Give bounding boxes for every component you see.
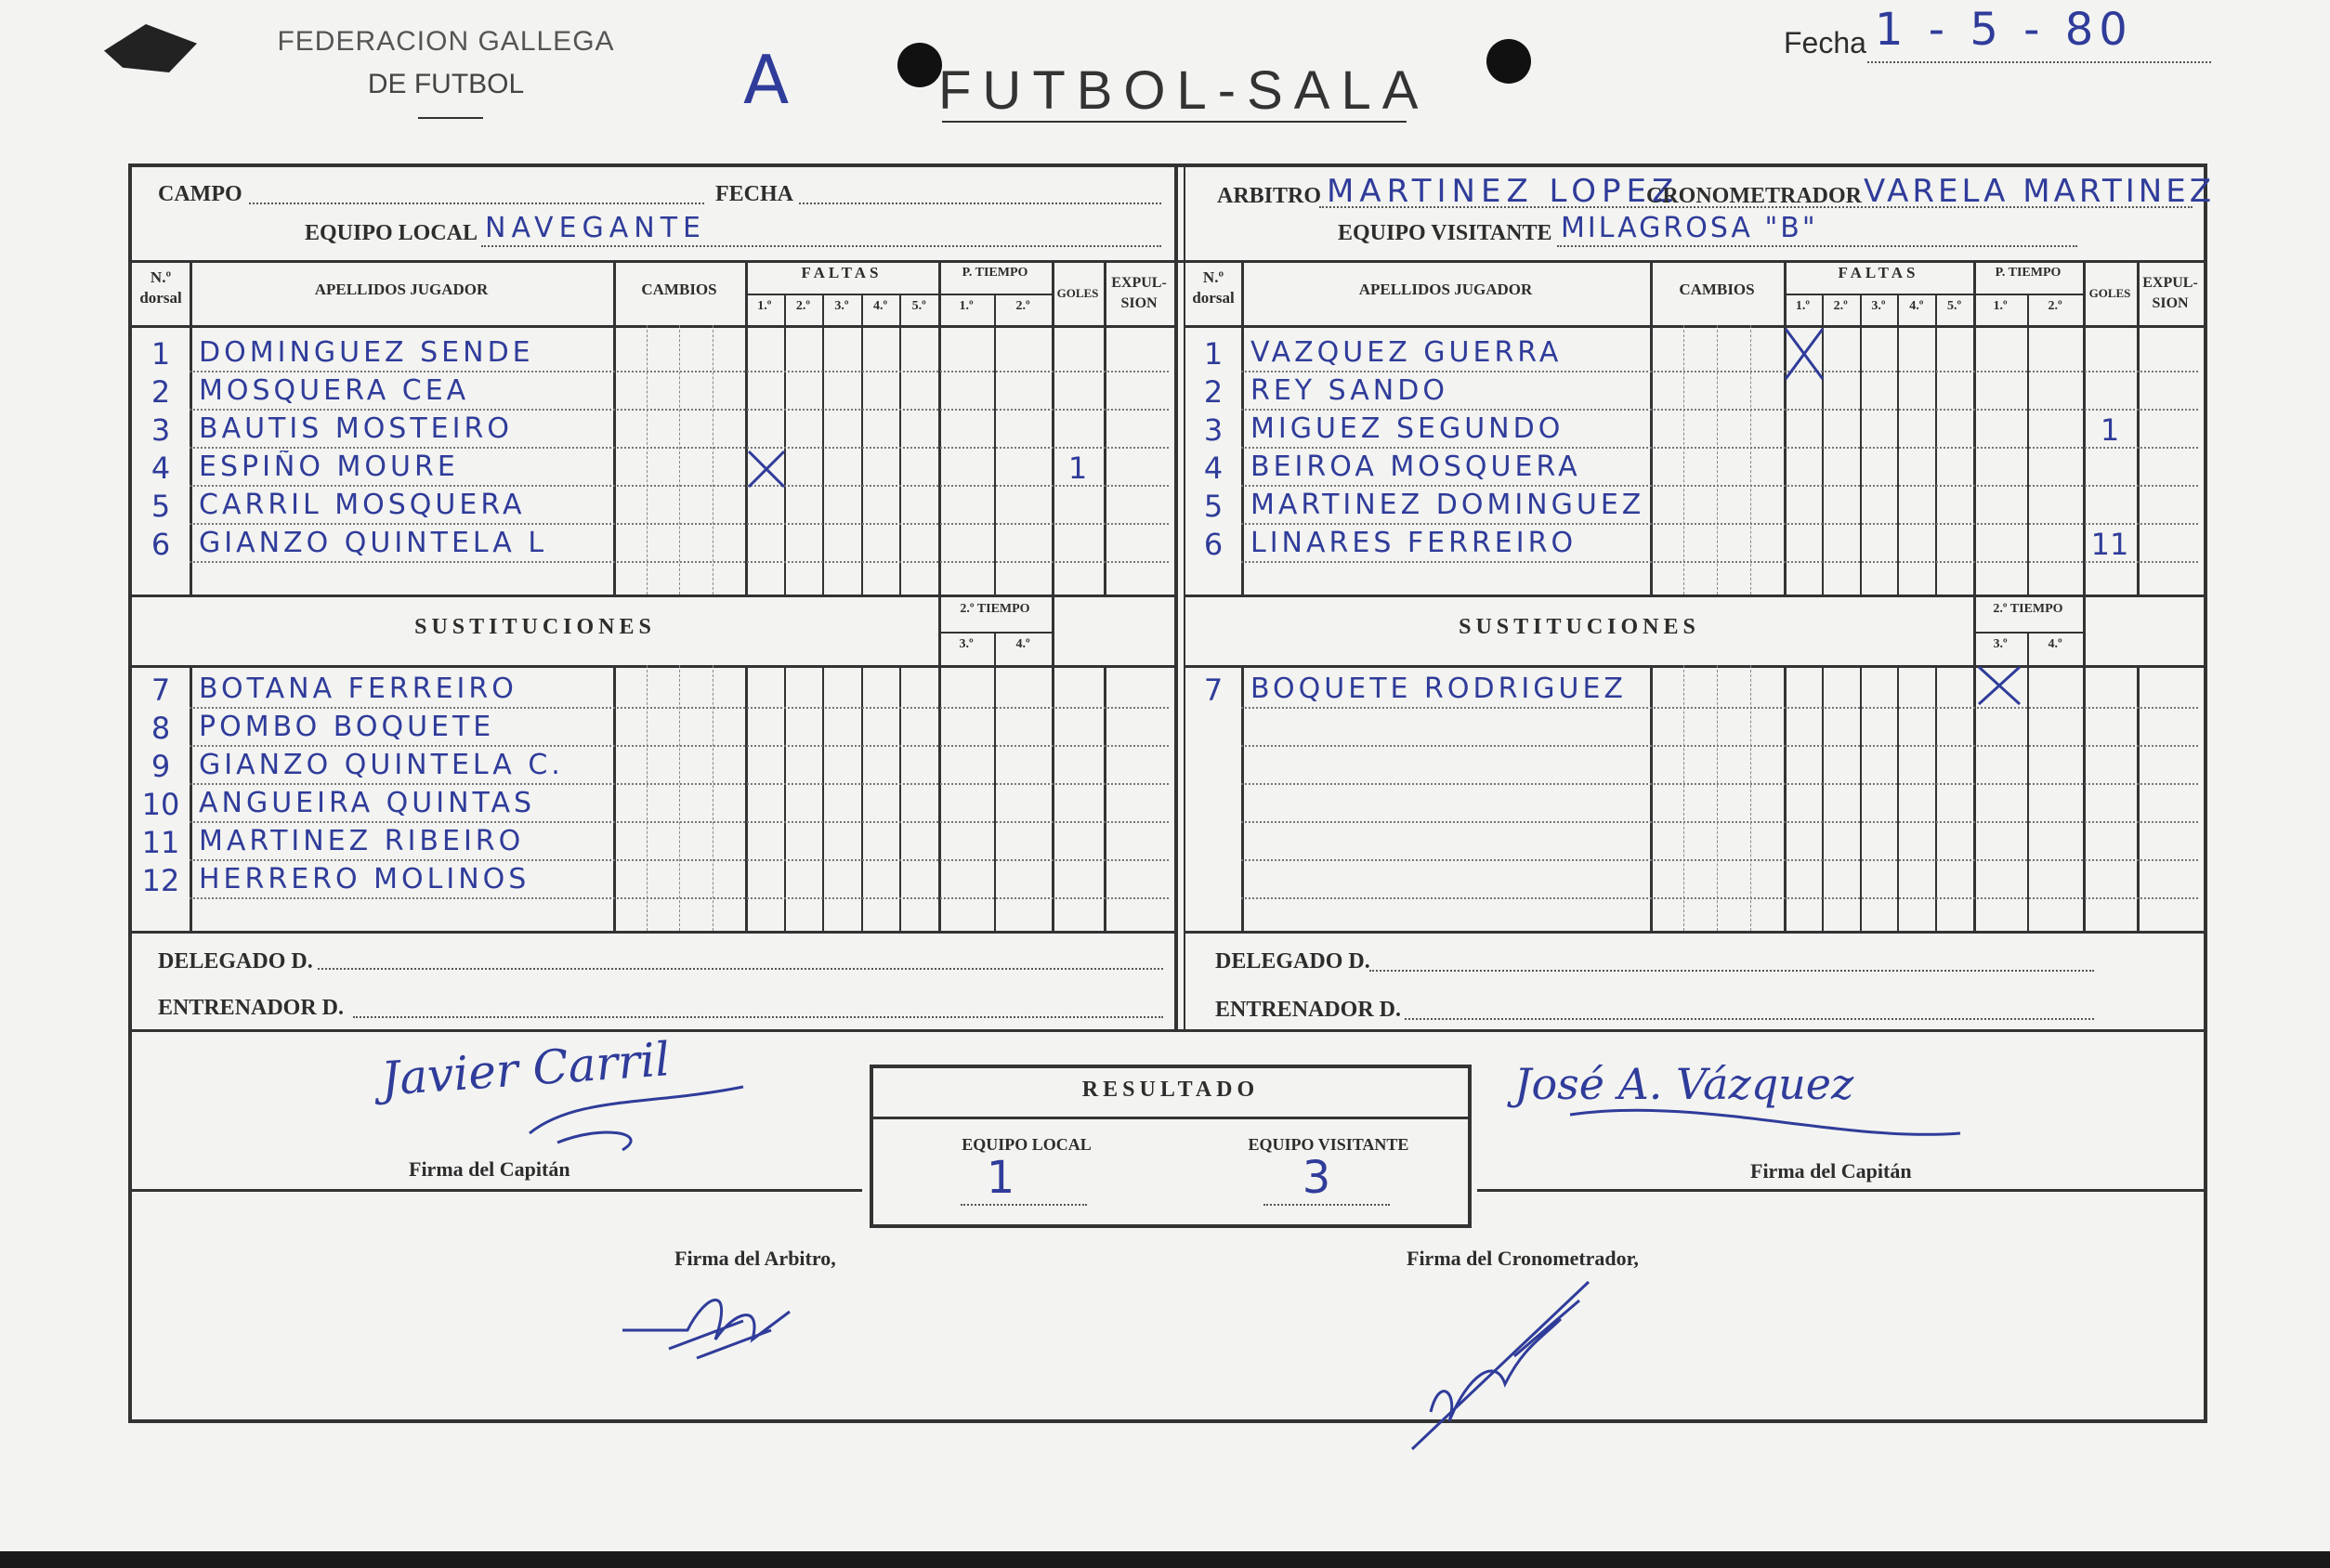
visit-row-rule bbox=[1241, 485, 2198, 487]
visit-hdr-expulsion: EXPUL-SION bbox=[2142, 275, 2198, 311]
visit-score-line bbox=[1263, 1204, 1390, 1206]
punch-hole-right bbox=[1486, 39, 1531, 84]
local-player-number: 3 bbox=[151, 412, 171, 448]
visit-cambio-rule bbox=[1750, 665, 1751, 931]
local-cambio-rule bbox=[679, 665, 680, 931]
resultado-label: RESULTADO bbox=[1081, 1078, 1260, 1102]
local-score: 1 bbox=[986, 1152, 1021, 1204]
local-player-name: BAUTIS MOSTEIRO bbox=[199, 412, 513, 445]
local-hdr-falta-n: 2.º bbox=[795, 299, 810, 313]
visit-row-rule bbox=[1241, 409, 2198, 411]
local-row-rule bbox=[190, 447, 1169, 449]
local-falta-rule bbox=[861, 665, 863, 931]
local-player-number: 4 bbox=[151, 451, 171, 486]
visit-pt-rule bbox=[2027, 665, 2029, 931]
local-player-number: 9 bbox=[151, 749, 171, 784]
visit-delegado-line bbox=[1369, 970, 2094, 972]
visit-delegado-label: DELEGADO D. bbox=[1215, 949, 1370, 973]
visit-hdr-falta-n: 2.º bbox=[1833, 299, 1848, 313]
local-sub-col-rule bbox=[938, 665, 941, 931]
visit-score: 3 bbox=[1302, 1152, 1337, 1204]
visit-col-rule bbox=[1241, 260, 1244, 595]
local-hdr-expulsion: EXPUL-SION bbox=[1111, 275, 1167, 311]
visit-sub-col-rule bbox=[1650, 665, 1653, 931]
visit-hdr-dorsal: N.º dorsal bbox=[1192, 268, 1235, 307]
local-player-number: 7 bbox=[151, 673, 171, 708]
local-faltas-hdr-rule bbox=[745, 294, 1052, 295]
visit-player-number: 3 bbox=[1203, 412, 1224, 448]
local-player-goals: 1 bbox=[1067, 451, 1088, 486]
local-team-label: EQUIPO LOCAL bbox=[305, 221, 478, 245]
local-falta-rule bbox=[899, 294, 901, 595]
resultado-local-label: EQUIPO LOCAL bbox=[962, 1135, 1092, 1154]
visit-sub-bottom-rule bbox=[1185, 931, 2204, 934]
group-letter: A bbox=[743, 41, 795, 119]
local-player-number: 6 bbox=[151, 527, 171, 562]
local-hdr-falta-n: 1.º bbox=[757, 299, 772, 313]
visit-faltas-hdr-rule bbox=[1784, 294, 2083, 295]
date-value: 1 - 5 - 80 bbox=[1875, 4, 2133, 56]
arbitro-value: MARTINEZ LOPEZ bbox=[1327, 173, 1680, 210]
visit-player-name: BEIROA MOSQUERA bbox=[1250, 451, 1581, 483]
local-hdr-segundo: 2.º TIEMPO bbox=[960, 602, 1030, 616]
local-hdr-faltas: FALTAS bbox=[801, 264, 883, 281]
visit-sub-hdr-bottom-rule bbox=[1185, 665, 2204, 668]
visit-player-number: 6 bbox=[1203, 527, 1224, 562]
visit-row-rule bbox=[1241, 523, 2198, 525]
visit-hdr-apellidos: APELLIDOS JUGADOR bbox=[1358, 281, 1533, 298]
visit-team-value: MILAGROSA "B" bbox=[1561, 212, 1818, 244]
local-col-rule bbox=[190, 260, 192, 595]
local-captain-caption: Firma del Capitán bbox=[409, 1157, 570, 1181]
local-sub-col-rule bbox=[745, 665, 748, 931]
visit-sub-hdr-rule bbox=[2083, 595, 2086, 665]
visit-sub-col-rule bbox=[1784, 665, 1787, 931]
visit-row-rule bbox=[1241, 371, 2198, 372]
local-player-number: 10 bbox=[141, 787, 180, 822]
date-label: Fecha bbox=[1784, 26, 1866, 59]
visit-col-rule bbox=[2083, 260, 2086, 595]
local-player-number: 8 bbox=[151, 711, 171, 746]
visit-falta-rule bbox=[1860, 665, 1862, 931]
page-title: FUTBOL-SALA bbox=[938, 60, 1430, 121]
visit-hdr-sustituciones: SUSTITUCIONES bbox=[1459, 615, 1700, 639]
visit-player-name: REY SANDO bbox=[1250, 374, 1448, 407]
local-hdr-ptiempo: P. TIEMPO bbox=[962, 266, 1028, 280]
local-player-name: CARRIL MOSQUERA bbox=[199, 489, 526, 521]
crono-signature bbox=[1403, 1263, 1607, 1458]
local-sub-col-rule bbox=[190, 665, 192, 931]
local-sub-pt-hdr-rule bbox=[938, 632, 1052, 634]
local-row-rule bbox=[190, 821, 1169, 823]
visit-falta-rule bbox=[1897, 294, 1899, 595]
local-foul-mark bbox=[747, 450, 786, 489]
resultado-visit-label: EQUIPO VISITANTE bbox=[1248, 1135, 1409, 1154]
local-entrenador-label: ENTRENADOR D. bbox=[158, 996, 345, 1020]
visit-row-rule bbox=[1241, 447, 2198, 449]
visit-player-goals: 11 bbox=[2090, 527, 2129, 562]
local-pt-rule bbox=[994, 665, 996, 931]
header-bottom-rule bbox=[128, 260, 2207, 263]
visit-falta-rule bbox=[1897, 665, 1899, 931]
local-sub-hdr-rule bbox=[1052, 595, 1054, 665]
local-falta-rule bbox=[822, 294, 824, 595]
local-row-rule bbox=[190, 523, 1169, 525]
local-hdr-cambios: CAMBIOS bbox=[641, 281, 717, 298]
fecha-line bbox=[799, 203, 1161, 204]
visit-player-name: LINARES FERREIRO bbox=[1250, 527, 1577, 559]
arbitro-line bbox=[1319, 206, 2193, 208]
local-row-rule bbox=[190, 745, 1169, 747]
local-delegado-line bbox=[318, 968, 1163, 970]
local-player-name: ANGUEIRA QUINTAS bbox=[199, 787, 536, 819]
visit-captain-flourish bbox=[1561, 1087, 1970, 1143]
visit-hdr-rule bbox=[1185, 325, 2204, 328]
local-player-name: ESPIÑO MOURE bbox=[199, 451, 459, 483]
visit-main-bottom-rule bbox=[1185, 595, 2204, 597]
local-falta-rule bbox=[784, 294, 786, 595]
local-player-name: POMBO BOQUETE bbox=[199, 711, 495, 743]
visit-row-rule bbox=[1241, 783, 2198, 785]
visit-row-rule bbox=[1241, 897, 2198, 899]
visit-hdr-faltas: FALTAS bbox=[1838, 264, 1919, 281]
local-cambio-rule bbox=[647, 325, 648, 595]
local-hdr-dorsal: N.º dorsal bbox=[139, 268, 182, 307]
visit-player-number: 1 bbox=[1203, 336, 1224, 372]
crono-value: VARELA MARTINEZ bbox=[1864, 173, 2215, 210]
visit-cambio-rule bbox=[1683, 665, 1684, 931]
local-hdr-goles: GOLES bbox=[1056, 286, 1099, 300]
punch-hole-left bbox=[897, 43, 942, 87]
local-player-name: DOMINGUEZ SENDE bbox=[199, 336, 534, 369]
visit-cambio-rule bbox=[1717, 665, 1718, 931]
local-captain-flourish bbox=[520, 1068, 762, 1152]
local-hdr-rule bbox=[132, 325, 1174, 328]
local-row-rule bbox=[190, 897, 1169, 899]
visit-row-rule bbox=[1241, 707, 2198, 709]
federation-line2: DE FUTBOL bbox=[367, 69, 525, 99]
visit-hdr-seg-3: 3.º bbox=[1993, 637, 2008, 651]
local-delegado-label: DELEGADO D. bbox=[158, 949, 313, 973]
visit-hdr-falta-n: 5.º bbox=[1947, 299, 1962, 313]
local-player-name: MARTINEZ RIBEIRO bbox=[199, 825, 525, 857]
visit-row-rule bbox=[1241, 859, 2198, 861]
crono-label: CRONOMETRADOR bbox=[1646, 184, 1862, 208]
local-falta-rule bbox=[784, 665, 786, 931]
captain-rule-left bbox=[128, 1189, 862, 1192]
local-sub-bottom-rule bbox=[132, 931, 1174, 934]
visit-falta-rule bbox=[1822, 665, 1824, 931]
visit-foul-mark bbox=[1784, 327, 1825, 381]
visit-player-number: 2 bbox=[1203, 374, 1224, 410]
local-hdr-falta-n: 3.º bbox=[834, 299, 849, 313]
visit-hdr-falta-n: 1.º bbox=[1795, 299, 1810, 313]
arbitro-signature bbox=[613, 1265, 799, 1367]
visit-hdr-cambios: CAMBIOS bbox=[1679, 281, 1755, 298]
visit-col-rule bbox=[1650, 260, 1653, 595]
visit-falta-rule bbox=[1860, 294, 1862, 595]
local-captain-signature: Javier Carril bbox=[379, 1032, 672, 1106]
visit-hdr-falta-n: 3.º bbox=[1871, 299, 1886, 313]
local-player-name: GIANZO QUINTELA L bbox=[199, 527, 548, 559]
local-entrenador-line bbox=[353, 1016, 1163, 1018]
local-player-number: 5 bbox=[151, 489, 171, 524]
team-divider bbox=[1174, 163, 1178, 1031]
local-row-rule bbox=[190, 859, 1169, 861]
local-hdr-seg-3: 3.º bbox=[959, 637, 974, 651]
local-player-name: HERRERO MOLINOS bbox=[199, 863, 530, 895]
local-hdr-falta-n: 4.º bbox=[873, 299, 888, 313]
local-hdr-pt-2: 2.º bbox=[1015, 299, 1030, 313]
local-player-name: MOSQUERA CEA bbox=[199, 374, 470, 407]
campo-line bbox=[249, 203, 704, 204]
arbitro-signature-caption: Firma del Arbitro, bbox=[674, 1247, 836, 1270]
crono-signature-caption: Firma del Cronometrador, bbox=[1407, 1247, 1639, 1270]
staple-mark bbox=[104, 24, 197, 72]
local-player-name: GIANZO QUINTELA C. bbox=[199, 749, 564, 781]
visit-hdr-pt-1: 1.º bbox=[1993, 299, 2008, 313]
visit-player-name: MIGUEZ SEGUNDO bbox=[1250, 412, 1564, 445]
local-falta-rule bbox=[861, 294, 863, 595]
local-hdr-sustituciones: SUSTITUCIONES bbox=[414, 615, 656, 639]
visit-cambio-rule bbox=[1717, 325, 1718, 595]
visit-sub-col-rule bbox=[2137, 665, 2140, 931]
local-player-number: 1 bbox=[151, 336, 171, 372]
date-line bbox=[1867, 61, 2211, 63]
visit-sub-col-rule bbox=[2083, 665, 2086, 931]
local-player-number: 2 bbox=[151, 374, 171, 410]
local-hdr-falta-n: 5.º bbox=[911, 299, 926, 313]
visit-player-number: 7 bbox=[1203, 673, 1224, 708]
captain-rule-right bbox=[1477, 1189, 2207, 1192]
local-score-line bbox=[961, 1204, 1087, 1206]
visit-pt-rule bbox=[2027, 294, 2029, 595]
visit-hdr-seg-4: 4.º bbox=[2048, 637, 2062, 651]
visit-team-label: EQUIPO VISITANTE bbox=[1338, 221, 1552, 245]
visit-hdr-ptiempo: P. TIEMPO bbox=[1995, 266, 2062, 280]
visit-team-line bbox=[1557, 245, 2077, 247]
visit-row-rule bbox=[1241, 745, 2198, 747]
visit-cambio-rule bbox=[1683, 325, 1684, 595]
visit-player-name: VAZQUEZ GUERRA bbox=[1250, 336, 1563, 369]
local-cambio-rule bbox=[679, 325, 680, 595]
local-row-rule bbox=[190, 707, 1169, 709]
visit-sub-col-rule bbox=[1973, 665, 1976, 931]
visit-hdr-pt-2: 2.º bbox=[2048, 299, 2062, 313]
visit-player-goals: 1 bbox=[2100, 412, 2120, 448]
local-row-rule bbox=[190, 485, 1169, 487]
local-col-rule bbox=[1052, 260, 1054, 595]
visit-falta-rule bbox=[1935, 294, 1937, 595]
visit-captain-signature: José A. Vázquez bbox=[1514, 1059, 1854, 1109]
local-sub-col-rule bbox=[613, 665, 616, 931]
local-row-rule bbox=[190, 561, 1169, 563]
local-row-rule bbox=[190, 409, 1169, 411]
visit-captain-caption: Firma del Capitán bbox=[1750, 1159, 1912, 1183]
federation-underline bbox=[418, 117, 483, 119]
visit-cambio-rule bbox=[1750, 325, 1751, 595]
fecha-label: FECHA bbox=[715, 182, 793, 206]
visit-hdr-falta-n: 4.º bbox=[1909, 299, 1924, 313]
footer-top-rule bbox=[128, 1029, 2207, 1032]
campo-label: CAMPO bbox=[158, 182, 242, 206]
visit-falta-rule bbox=[1935, 665, 1937, 931]
local-team-line bbox=[481, 245, 1161, 247]
local-player-number: 12 bbox=[141, 863, 180, 898]
local-team-value: NAVEGANTE bbox=[485, 212, 707, 244]
visit-entrenador-line bbox=[1405, 1018, 2094, 1020]
visit-player-number: 5 bbox=[1203, 489, 1224, 524]
visit-hdr-goles: GOLES bbox=[2088, 286, 2131, 300]
resultado-rule bbox=[870, 1117, 1472, 1119]
federation-line1: FEDERACION GALLEGA bbox=[277, 26, 615, 57]
local-cambio-rule bbox=[647, 665, 648, 931]
local-main-bottom-rule bbox=[132, 595, 1174, 597]
local-row-rule bbox=[190, 783, 1169, 785]
arbitro-label: ARBITRO bbox=[1217, 184, 1322, 208]
local-hdr-seg-4: 4.º bbox=[1015, 637, 1030, 651]
visit-hdr-segundo: 2.º TIEMPO bbox=[1993, 602, 2063, 616]
visit-row-rule bbox=[1241, 821, 2198, 823]
local-falta-rule bbox=[899, 665, 901, 931]
local-pt-rule bbox=[994, 294, 996, 595]
visit-row-rule bbox=[1241, 561, 2198, 563]
visit-entrenador-label: ENTRENADOR D. bbox=[1215, 998, 1402, 1022]
visit-sub-col-rule bbox=[1241, 665, 1244, 931]
visit-player-name: BOQUETE RODRIGUEZ bbox=[1250, 673, 1627, 705]
local-player-number: 11 bbox=[141, 825, 180, 860]
visit-sub-pt-hdr-rule bbox=[1973, 632, 2083, 634]
local-sub-col-rule bbox=[1104, 665, 1106, 931]
local-player-name: BOTANA FERREIRO bbox=[199, 673, 517, 705]
title-underline bbox=[942, 121, 1407, 123]
visit-player-name: MARTINEZ DOMINGUEZ bbox=[1250, 489, 1645, 521]
local-sub-hdr-bottom-rule bbox=[132, 665, 1174, 668]
local-row-rule bbox=[190, 371, 1169, 372]
local-hdr-pt-1: 1.º bbox=[959, 299, 974, 313]
local-hdr-apellidos: APELLIDOS JUGADOR bbox=[314, 281, 489, 298]
visit-foul-mark bbox=[1977, 665, 2022, 706]
local-sub-col-rule bbox=[1052, 665, 1054, 931]
local-falta-rule bbox=[822, 665, 824, 931]
visit-player-number: 4 bbox=[1203, 451, 1224, 486]
local-col-rule bbox=[613, 260, 616, 595]
